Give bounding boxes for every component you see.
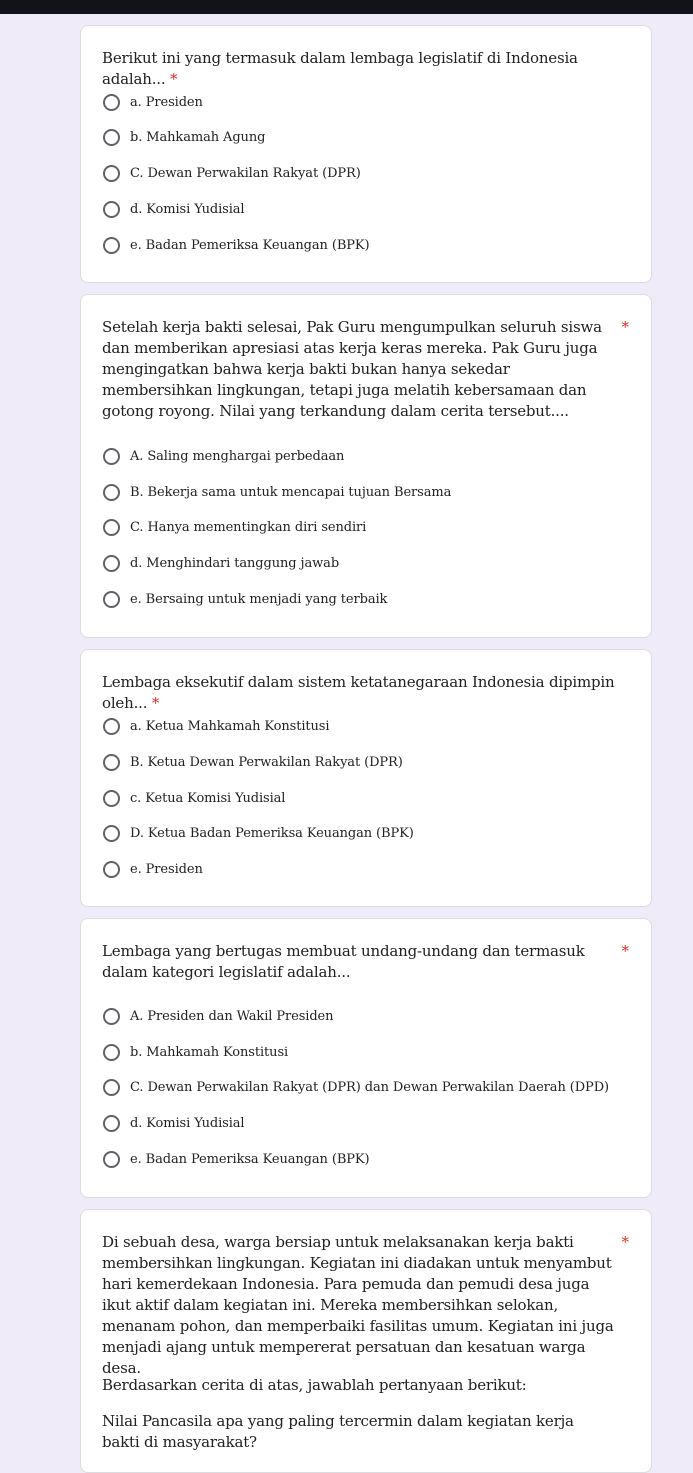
option-radio-item[interactable] xyxy=(103,588,387,610)
radio-button[interactable] xyxy=(103,1151,120,1168)
option-radio-item[interactable] xyxy=(103,1148,370,1170)
question-prompt: Nilai Pancasila apa yang paling tercermin dalam kegiatan kerja bakti di masyarakat? xyxy=(102,1412,574,1451)
question-title: Berikut ini yang termasuk dalam lembaga legislatif di Indonesia adalah... * xyxy=(102,49,578,88)
required-asterisk: * xyxy=(621,1233,629,1251)
radio-button[interactable] xyxy=(103,555,120,572)
radio-button[interactable] xyxy=(103,519,120,536)
option-radio-item[interactable] xyxy=(103,126,265,148)
option-label: e. Badan Pemeriksa Keuangan (BPK) xyxy=(130,237,370,253)
option-label: a. Presiden xyxy=(130,94,203,110)
radio-button[interactable] xyxy=(103,825,120,842)
question-instruction: Berdasarkan cerita di atas, jawablah pertanyaan berikut: xyxy=(102,1376,527,1394)
option-label: e. Presiden xyxy=(130,861,203,877)
option-radio-item[interactable] xyxy=(103,858,203,880)
option-label: A. Saling menghargai perbedaan xyxy=(130,448,345,464)
option-label: A. Presiden dan Wakil Presiden xyxy=(130,1008,334,1024)
radio-button[interactable] xyxy=(103,790,120,807)
option-radio-item[interactable] xyxy=(103,1041,288,1063)
question-title: Lembaga eksekutif dalam sistem ketatanegaraan Indonesia dipimpin oleh... * xyxy=(102,673,615,712)
required-asterisk: * xyxy=(621,942,629,960)
option-radio-item[interactable] xyxy=(103,822,414,844)
option-label: a. Ketua Mahkamah Konstitusi xyxy=(130,718,330,734)
option-label: e. Bersaing untuk menjadi yang terbaik xyxy=(130,591,388,607)
radio-button[interactable] xyxy=(103,861,120,878)
option-radio-item[interactable] xyxy=(103,445,344,467)
radio-button[interactable] xyxy=(103,94,120,111)
option-radio-item[interactable] xyxy=(103,715,329,737)
question-title: Lembaga yang bertugas membuat undang-undang dan termasuk dalam kategori legislatif adalah... xyxy=(102,942,585,981)
option-radio-item[interactable] xyxy=(103,481,451,503)
radio-button[interactable] xyxy=(103,1044,120,1061)
option-label: d. Menghindari tanggung jawab xyxy=(130,555,340,571)
option-radio-item[interactable] xyxy=(103,1112,244,1134)
radio-button[interactable] xyxy=(103,165,120,182)
option-label: B. Ketua Dewan Perwakilan Rakyat (DPR) xyxy=(130,754,403,770)
radio-button[interactable] xyxy=(103,237,120,254)
radio-button[interactable] xyxy=(103,129,120,146)
option-radio-item[interactable] xyxy=(103,198,244,220)
radio-button[interactable] xyxy=(103,448,120,465)
radio-button[interactable] xyxy=(103,718,120,735)
required-asterisk: * xyxy=(151,694,160,712)
required-asterisk: * xyxy=(621,318,629,336)
question-card-2 xyxy=(80,294,652,638)
radio-button[interactable] xyxy=(103,591,120,608)
option-radio-item[interactable] xyxy=(103,787,285,809)
radio-button[interactable] xyxy=(103,1115,120,1132)
option-label: d. Komisi Yudisial xyxy=(130,201,245,217)
question-title: Setelah kerja bakti selesai, Pak Guru mengumpulkan seluruh siswa dan memberikan apresiasi atas kerja keras mereka. Pak Guru juga mengingatkan bahwa kerja bakti bukan hanya sekedar membersihkan lingkungan, tetapi juga melatih kebersamaan dan gotong royong. Nilai yang terkandung dalam cerita tersebut.... xyxy=(102,318,602,420)
option-label: b. Mahkamah Agung xyxy=(130,129,266,145)
option-radio-item[interactable] xyxy=(103,1005,333,1027)
radio-button[interactable] xyxy=(103,754,120,771)
required-asterisk: * xyxy=(169,70,178,88)
option-label: D. Ketua Badan Pemeriksa Keuangan (BPK) xyxy=(130,825,414,841)
question-title: Di sebuah desa, warga bersiap untuk melaksanakan kerja bakti membersihkan lingkungan. Kegiatan ini diadakan untuk menyambut hari kemerdekaan Indonesia. Para pemuda dan pemudi desa juga ikut aktif dalam kegiatan ini. Mereka membersihkan selokan, menanam pohon, dan memperbaiki fasilitas umum. Kegiatan ini juga menjadi ajang untuk mempererat persatuan dan kesatuan warga desa. xyxy=(102,1233,614,1377)
question-card-1 xyxy=(80,25,652,283)
question-card-5 xyxy=(80,1209,652,1473)
option-label: B. Bekerja sama untuk mencapai tujuan Bersama xyxy=(130,484,452,500)
browser-top-bar xyxy=(0,0,693,14)
option-radio-item[interactable] xyxy=(103,234,370,256)
question-card-4 xyxy=(80,918,652,1198)
option-radio-item[interactable] xyxy=(103,162,361,184)
option-label: d. Komisi Yudisial xyxy=(130,1115,245,1131)
option-radio-item[interactable] xyxy=(103,751,403,773)
option-radio-item[interactable] xyxy=(103,91,203,113)
option-label: e. Badan Pemeriksa Keuangan (BPK) xyxy=(130,1151,370,1167)
option-label: C. Dewan Perwakilan Rakyat (DPR) dan Dewan Perwakilan Daerah (DPD) xyxy=(130,1079,609,1095)
radio-button[interactable] xyxy=(103,1079,120,1096)
option-radio-item[interactable] xyxy=(103,552,339,574)
option-label: c. Ketua Komisi Yudisial xyxy=(130,790,286,806)
radio-button[interactable] xyxy=(103,201,120,218)
option-radio-item[interactable] xyxy=(103,516,366,538)
question-card-3 xyxy=(80,649,652,907)
option-radio-item[interactable] xyxy=(103,1076,609,1098)
option-label: b. Mahkamah Konstitusi xyxy=(130,1044,289,1060)
option-label: C. Dewan Perwakilan Rakyat (DPR) xyxy=(130,165,361,181)
radio-button[interactable] xyxy=(103,1008,120,1025)
radio-button[interactable] xyxy=(103,484,120,501)
option-label: C. Hanya mementingkan diri sendiri xyxy=(130,519,367,535)
